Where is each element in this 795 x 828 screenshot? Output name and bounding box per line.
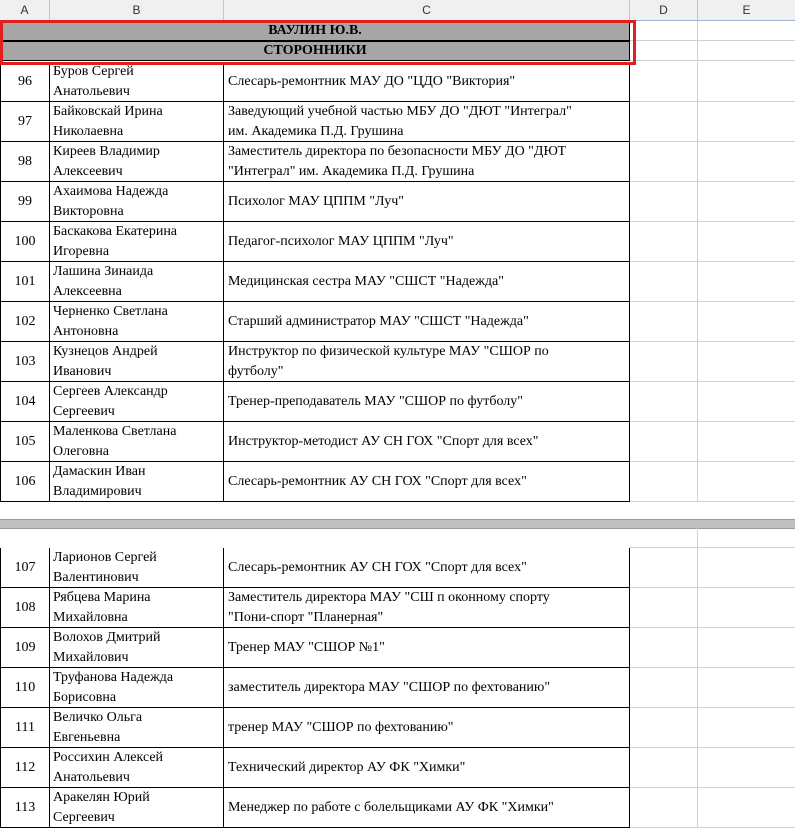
name-line-1: Маленкова Светлана — [53, 424, 177, 439]
cell-e[interactable] — [698, 788, 795, 828]
position-text: Слесарь-ремонтник МАУ ДО "ЦДО "Виктория" — [228, 74, 516, 89]
name-cell[interactable] — [50, 668, 224, 708]
position-text: Технический директор АУ ФК "Химки" — [228, 760, 466, 775]
cell-d[interactable] — [630, 548, 698, 588]
cell-d[interactable] — [630, 62, 698, 102]
table-row[interactable] — [0, 548, 795, 588]
cell-e[interactable] — [698, 142, 795, 182]
name-cell[interactable] — [50, 302, 224, 342]
name-line-1: Труфанова Надежда — [53, 670, 174, 685]
name-line-2: Олеговна — [53, 444, 110, 459]
column-header-bar — [0, 0, 795, 21]
table-row[interactable] — [0, 302, 795, 342]
row-number-cell[interactable] — [0, 588, 50, 628]
name-line-2: Михайлович — [53, 650, 129, 665]
merged-title-cell[interactable]: ВАУЛИН Ю.В. — [0, 21, 630, 41]
cell-d[interactable] — [630, 588, 698, 628]
cell-d[interactable] — [630, 668, 698, 708]
cell-d[interactable] — [630, 302, 698, 342]
cell-e[interactable] — [698, 302, 795, 342]
position-cell[interactable] — [224, 382, 630, 422]
row-number: 112 — [14, 759, 36, 775]
table-row[interactable] — [0, 748, 795, 788]
position-cell[interactable] — [224, 142, 630, 182]
name-line-1: Черненко Светлана — [53, 304, 168, 319]
column-header-d[interactable]: D — [630, 0, 698, 20]
row-number: 109 — [14, 639, 36, 655]
name-line-1: Волохов Дмитрий — [53, 630, 161, 645]
column-header-b[interactable]: B — [50, 0, 224, 20]
table-row[interactable] — [0, 708, 795, 748]
name-line-2: Антоновна — [53, 324, 119, 339]
cell-d[interactable] — [630, 41, 698, 61]
name-line-1: Аракелян Юрий — [53, 790, 150, 805]
name-cell[interactable] — [50, 142, 224, 182]
position-line-1: Заместитель директора по безопасности МБУ ДО "ДЮТ — [228, 144, 567, 159]
row-number-cell[interactable] — [0, 548, 50, 588]
position-text: Психолог МАУ ЦППМ "Луч" — [228, 194, 404, 209]
name-line-2: Сергеевич — [53, 404, 115, 419]
position-cell[interactable] — [224, 668, 630, 708]
name-line-1: Байковскай Ирина — [53, 104, 163, 119]
cell-e[interactable] — [698, 182, 795, 222]
row-number-cell[interactable] — [0, 748, 50, 788]
name-line-2: Анатольевич — [53, 770, 130, 785]
cell-e[interactable] — [698, 342, 795, 382]
row-number-cell[interactable] — [0, 142, 50, 182]
name-line-2: Иванович — [53, 364, 112, 379]
position-cell[interactable] — [224, 548, 630, 588]
position-text: Педагог-психолог МАУ ЦППМ "Луч" — [228, 234, 454, 249]
row-number-cell[interactable] — [0, 182, 50, 222]
position-cell[interactable] — [224, 788, 630, 828]
row-number-cell[interactable] — [0, 462, 50, 502]
name-line-1: Сергеев Александр — [53, 384, 168, 399]
cell-e[interactable] — [698, 382, 795, 422]
row-number: 103 — [14, 353, 36, 369]
position-text: Тренер МАУ "СШОР №1" — [228, 640, 385, 655]
name-line-2: Алексеевна — [53, 284, 122, 299]
position-text: Инструктор-методист АУ СН ГОХ "Спорт для всех" — [228, 434, 539, 449]
table-row[interactable] — [0, 588, 795, 628]
name-cell[interactable] — [50, 628, 224, 668]
cell-d[interactable] — [630, 342, 698, 382]
row-number-cell[interactable] — [0, 788, 50, 828]
row-number: 113 — [14, 799, 36, 815]
row-number: 111 — [15, 719, 35, 735]
name-line-1: Ахаимова Надежда — [53, 184, 169, 199]
position-cell[interactable] — [224, 342, 630, 382]
position-cell[interactable] — [224, 182, 630, 222]
table-row[interactable] — [0, 628, 795, 668]
position-line-1: Заведующий учебной частью МБУ ДО "ДЮТ "Интеграл" — [228, 104, 572, 119]
row-number: 97 — [18, 113, 32, 129]
cell-d[interactable] — [630, 748, 698, 788]
position-line-2: "Пони-спорт "Планерная" — [228, 610, 384, 625]
cell-d[interactable] — [630, 102, 698, 142]
position-cell[interactable] — [224, 748, 630, 788]
cell-e[interactable] — [698, 548, 795, 588]
position-cell[interactable] — [224, 102, 630, 142]
row-number-cell[interactable] — [0, 422, 50, 462]
name-cell[interactable] — [50, 462, 224, 502]
cell-e[interactable] — [698, 62, 795, 102]
row-number-cell[interactable] — [0, 102, 50, 142]
position-cell[interactable] — [224, 222, 630, 262]
name-cell[interactable] — [50, 422, 224, 462]
table-row[interactable] — [0, 142, 795, 182]
column-header-e[interactable]: E — [742, 3, 751, 17]
position-cell[interactable] — [224, 422, 630, 462]
cell-d[interactable] — [630, 382, 698, 422]
cell-e[interactable] — [698, 588, 795, 628]
name-cell[interactable] — [50, 788, 224, 828]
position-text: тренер МАУ "СШОР по фехтованию" — [228, 720, 454, 735]
cell-e[interactable] — [698, 222, 795, 262]
name-line-1: Величко Ольга — [53, 710, 143, 725]
cell-d[interactable] — [630, 628, 698, 668]
position-cell[interactable] — [224, 588, 630, 628]
cell-e[interactable] — [698, 528, 795, 548]
merged-subtitle-cell[interactable]: СТОРОННИКИ — [0, 41, 630, 61]
cell-e[interactable] — [698, 41, 795, 61]
column-header-a[interactable]: A — [0, 0, 50, 20]
name-line-2: Алексеевич — [53, 164, 123, 179]
position-cell[interactable] — [224, 628, 630, 668]
name-line-2: Игоревна — [53, 244, 110, 259]
cell-d[interactable] — [630, 708, 698, 748]
name-cell[interactable] — [50, 748, 224, 788]
position-text: Слесарь-ремонтник АУ СН ГОХ "Спорт для всех" — [228, 474, 527, 489]
position-cell[interactable] — [224, 262, 630, 302]
name-line-2: Евгеньевна — [53, 730, 121, 745]
position-cell[interactable] — [224, 302, 630, 342]
row-number: 96 — [18, 73, 32, 89]
name-line-2: Николаевна — [53, 124, 124, 139]
cell-d[interactable] — [630, 21, 698, 41]
name-cell[interactable] — [50, 182, 224, 222]
name-line-1: Киреев Владимир — [53, 144, 160, 159]
blank-row — [0, 528, 795, 548]
position-text: заместитель директора МАУ "СШОР по фехтованию" — [228, 680, 551, 695]
name-cell[interactable] — [50, 588, 224, 628]
position-cell[interactable] — [224, 708, 630, 748]
position-cell[interactable] — [224, 62, 630, 102]
name-cell[interactable] — [50, 548, 224, 588]
row-number: 106 — [14, 473, 36, 489]
table-row[interactable] — [0, 382, 795, 422]
name-line-1: Буров Сергей — [53, 64, 134, 79]
row-number: 101 — [14, 273, 36, 289]
cell-e[interactable] — [698, 628, 795, 668]
row-number-cell[interactable] — [0, 382, 50, 422]
cell-d[interactable] — [630, 262, 698, 302]
name-line-1: Рябцева Марина — [53, 590, 151, 605]
position-line-2: футболу" — [228, 364, 284, 379]
position-text: Старший администратор МАУ "СШСТ "Надежда" — [228, 314, 529, 329]
cell-d[interactable] — [630, 222, 698, 262]
position-line-1: Заместитель директора МАУ "СШ п оконному спорту — [228, 590, 550, 605]
name-cell[interactable] — [50, 62, 224, 102]
name-line-1: Кузнецов Андрей — [53, 344, 158, 359]
table-row[interactable] — [0, 262, 795, 302]
row-number-cell[interactable] — [0, 302, 50, 342]
name-cell[interactable] — [50, 342, 224, 382]
position-line-2: им. Академика П.Д. Грушина — [228, 124, 404, 139]
position-line-2: "Интеграл" им. Академика П.Д. Грушина — [228, 164, 475, 179]
row-number: 98 — [18, 153, 32, 169]
name-line-2: Анатольевич — [53, 84, 130, 99]
column-header-c[interactable]: C — [224, 0, 630, 20]
table-row[interactable] — [0, 182, 795, 222]
cell-e[interactable] — [698, 262, 795, 302]
table-row[interactable] — [0, 422, 795, 462]
name-line-1: Лашина Зинаида — [53, 264, 154, 279]
row-number: 107 — [14, 559, 36, 575]
name-line-2: Борисовна — [53, 690, 117, 705]
cell-d[interactable] — [630, 788, 698, 828]
row-number: 105 — [14, 433, 36, 449]
cell-d[interactable] — [630, 142, 698, 182]
table-row[interactable] — [0, 342, 795, 382]
position-text: Менеджер по работе с болельщиками АУ ФК "Химки" — [228, 800, 554, 815]
position-text: Слесарь-ремонтник АУ СН ГОХ "Спорт для всех" — [228, 560, 527, 575]
table-row[interactable] — [0, 788, 795, 828]
position-line-1: Инструктор по физической культуре МАУ "СШОР по — [228, 344, 549, 359]
cell-d[interactable] — [630, 462, 698, 502]
row-number-cell[interactable] — [0, 708, 50, 748]
row-number: 110 — [14, 679, 36, 695]
name-line-2: Михайловна — [53, 610, 128, 625]
cell-e[interactable] — [698, 21, 795, 41]
row-number-cell[interactable] — [0, 262, 50, 302]
name-line-1: Россихин Алексей — [53, 750, 164, 765]
row-number: 100 — [14, 233, 36, 249]
row-number: 108 — [14, 599, 36, 615]
name-cell[interactable] — [50, 708, 224, 748]
cell-d[interactable] — [630, 182, 698, 222]
row-number: 99 — [18, 193, 32, 209]
name-cell[interactable] — [50, 262, 224, 302]
name-cell[interactable] — [50, 102, 224, 142]
row-number-cell[interactable] — [0, 668, 50, 708]
name-line-1: Ларионов Сергей — [53, 550, 157, 565]
name-line-2: Викторовна — [53, 204, 124, 219]
row-number: 104 — [14, 393, 36, 409]
cell-e[interactable] — [698, 462, 795, 502]
name-line-1: Дамаскин Иван — [53, 464, 146, 479]
cell-d[interactable] — [630, 422, 698, 462]
cell-e[interactable] — [698, 708, 795, 748]
selection-highlight — [0, 20, 636, 65]
table-row[interactable] — [0, 102, 795, 142]
name-cell[interactable] — [50, 222, 224, 262]
name-line-2: Владимирович — [53, 484, 142, 499]
cell-e[interactable] — [698, 668, 795, 708]
cell-e[interactable] — [698, 102, 795, 142]
table-row[interactable] — [0, 222, 795, 262]
row-number-cell[interactable] — [0, 222, 50, 262]
row-number-cell[interactable] — [0, 342, 50, 382]
name-line-2: Валентинович — [53, 570, 139, 585]
row-number-cell[interactable] — [0, 628, 50, 668]
cell-d[interactable] — [630, 528, 698, 548]
name-line-2: Сергеевич — [53, 810, 115, 825]
table-row[interactable] — [0, 62, 795, 102]
row-number: 102 — [14, 313, 36, 329]
cell-e[interactable] — [698, 748, 795, 788]
name-line-1: Баскакова Екатерина — [53, 224, 178, 239]
table-row[interactable] — [0, 668, 795, 708]
cell-e[interactable] — [698, 422, 795, 462]
table-row[interactable] — [0, 462, 795, 502]
name-cell[interactable] — [50, 382, 224, 422]
row-number-cell[interactable] — [0, 62, 50, 102]
position-text: Медицинская сестра МАУ "СШСТ "Надежда" — [228, 274, 504, 289]
position-text: Тренер-преподаватель МАУ "СШОР по футболу" — [228, 394, 523, 409]
position-cell[interactable] — [224, 462, 630, 502]
